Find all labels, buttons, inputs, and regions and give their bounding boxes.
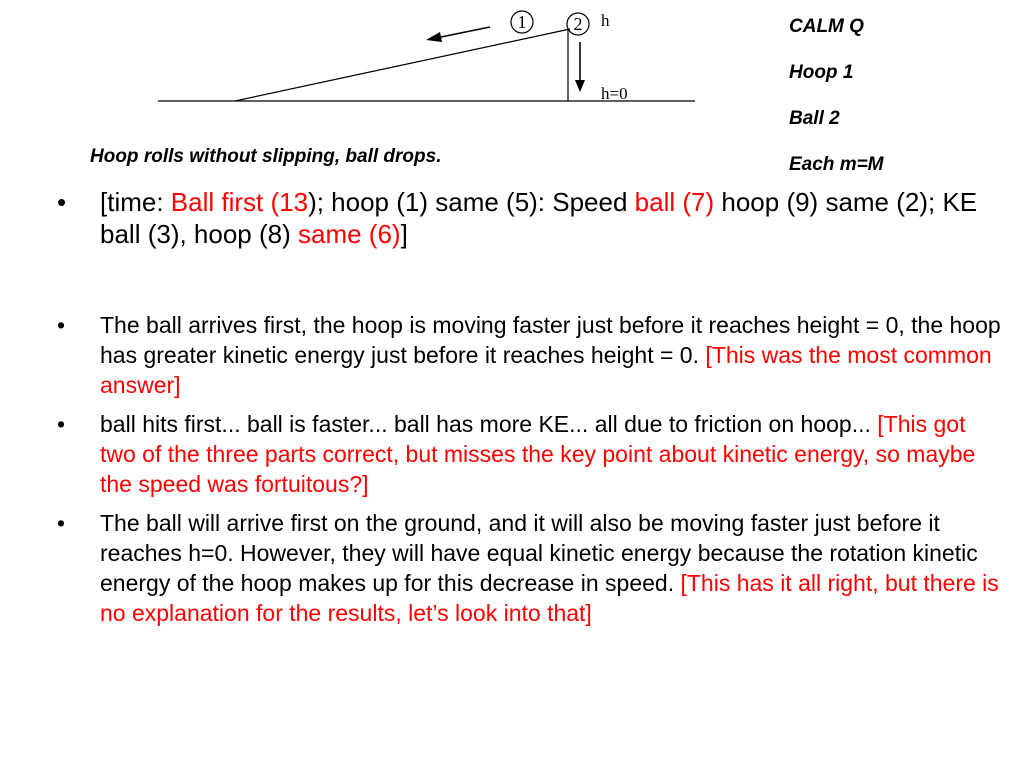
hoop-marker-number: 1 [517,12,527,32]
side-notes [789,16,884,200]
bullet-answer-3: • The ball will arrive first on the ground, and it will also be moving faster just before it reaches h=0. However, they will have equal kinetic energy because the rotation kinetic energy of the hoop makes up for this decrease in speed. [This has it all right, but there is no explanation for the results, let’s look into that] [57,510,999,626]
answer-1-comment: [This was the most common answer] [100,342,992,398]
bullet-dot: • [57,411,66,437]
side-note-ball: Ball 2 [789,108,840,129]
answer-3-comment: [This has it all right, but there is no explanation for the results, let’s look into that] [100,570,999,626]
diagram-caption: Hoop rolls without slipping, ball drops. [90,146,442,167]
bullet-list [57,186,1002,637]
answer-2-comment: [This got two of the three parts correct, but misses the key point about kinetic energy, so maybe the speed was fortuitous?] [100,411,976,497]
bullet-vote-summary: • [time: Ball first (13); hoop (1) same (5): Speed ball (7) hoop (9) same (2); KE ball (3), hoop (8) same (6)] [57,187,978,249]
ball-marker-number: 2 [573,14,583,34]
side-note-calm-q: CALM Q [789,16,864,37]
bullet-dot: • [57,312,66,338]
ball-drop-arrow [575,42,585,92]
hoop-direction-arrow [426,27,490,42]
side-note-hoop: Hoop 1 [789,62,854,83]
bullet-answer-1: • The ball arrives first, the hoop is moving faster just before it reaches height = 0, the hoop has greater kinetic energy just before it reaches height = 0. [This was the most common answer] [57,312,1001,398]
height-label-h: h [601,11,610,30]
side-note-mass: Each m=M [789,154,884,175]
bullet-dot: • [57,187,67,217]
bullet-dot: • [57,510,66,536]
incline-diagram [0,0,720,110]
height-label-zero: h=0 [601,84,628,103]
bullet-answer-2: • ball hits first... ball is faster... ball has more KE... all due to friction on hoop... [This got two of the three parts correct, but misses the key point about kinetic energy, so maybe the speed was fortuitous?] [57,411,976,497]
incline-line [235,29,570,101]
